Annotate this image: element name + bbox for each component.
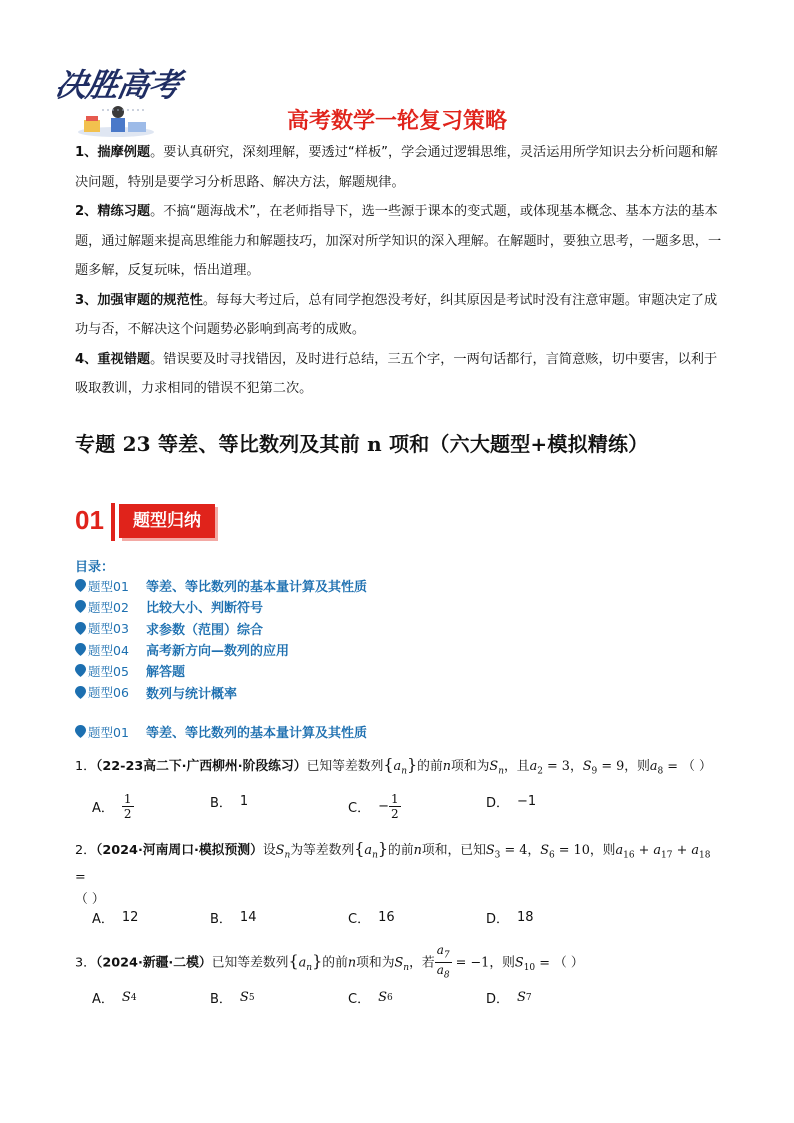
tip-item: 1、揣摩例题。要认真研究，深刻理解，要透过“样板”，学会通过逻辑思维，灵活运用所学知识去分析问题和解决问题，特别是要学习分析思路、解决方法，解题规律。 — [75, 145, 718, 190]
tip-item: 3、加强审题的规范性。每每大考过后，总有同学抱怨没考好，纠其原因是考试时没有注意审题。审题决定了成功与否，不解决这个问题势必影响到高考的成败。 — [75, 292, 718, 337]
map-pin-icon — [75, 622, 86, 635]
question-3: 3．（2024·新疆·二模）已知等差数列$\{a_n\}$的前n项和为$S_n$，若 $\frac{a_7}{a_8}$ = −1，则$S_{10}$ = （ ） — [75, 943, 584, 981]
option-a[interactable]: A． S 4 — [92, 990, 137, 1007]
toc-item[interactable]: 题型06 数列与统计概率 — [75, 681, 675, 702]
table-of-contents — [75, 575, 675, 703]
question-2: 2．（2024·河南周口·模拟预测）设$S_n$为等差数列$\{a_n\}$的前n项和，已知$S_3 = 4$，$S_6 = 10$，则$a_{16} + a_{17} + a_{18}$ = （ ） — [75, 839, 711, 907]
option-d[interactable]: D． −1 — [486, 794, 537, 811]
toc-item[interactable]: 题型05 解答题 — [75, 660, 675, 681]
map-pin-icon — [75, 643, 86, 656]
question-section-heading: 题型01 等差、等比数列的基本量计算及其性质 — [75, 722, 367, 741]
map-pin-icon — [75, 686, 86, 699]
option-d[interactable]: D． 18 — [486, 910, 534, 927]
page-title: 高考数学一轮复习策略 — [286, 109, 507, 134]
option-a[interactable]: A． $\frac{1}{2}$ — [92, 792, 132, 821]
toc-item[interactable]: 题型04 高考新方向—数列的应用 — [75, 639, 675, 660]
option-d[interactable]: D． S 7 — [486, 990, 532, 1007]
map-pin-icon — [75, 664, 86, 677]
section-divider — [111, 503, 115, 541]
option-b[interactable]: B． 1 — [210, 794, 249, 811]
option-c[interactable]: C． 16 — [348, 910, 395, 927]
topic-title: 专题 23 等差、等比数列及其前 n 项和（六大题型+模拟精练） — [75, 432, 649, 456]
question-3-options — [92, 988, 692, 1018]
tip-item: 4、重视错题。错误要及时寻找错因，及时进行总结，三五个字，一两句话都行，言简意赅，切中要害，以利于吸取教训，力求相同的错误不犯第二次。 — [75, 351, 718, 396]
toc-heading: 目录： — [75, 560, 115, 575]
strategy-tips — [75, 138, 725, 404]
map-pin-icon — [75, 725, 86, 738]
option-c[interactable]: C． − $\frac{1}{2}$ — [348, 792, 399, 821]
question-2-options — [92, 908, 692, 938]
option-b[interactable]: B． 14 — [210, 910, 257, 927]
option-a[interactable]: A． 12 — [92, 910, 139, 927]
section-number: 01 — [75, 505, 104, 535]
toc-item[interactable]: 题型02 比较大小、判断符号 — [75, 596, 675, 617]
question-1: 1．（22-23高二下·广西柳州·阶段练习）已知等差数列$\{a_n\}$的前n项和为$S_n$，且$a_2 = 3$，$S_9 = 9$，则$a_8$ = （ ） — [75, 755, 712, 777]
toc-item[interactable]: 题型03 求参数（范围）综合 — [75, 618, 675, 639]
logo-text: 决胜高考 — [52, 66, 184, 104]
tip-item: 2、精练习题。不搞“题海战术”，在老师指导下，选一些源于课本的变式题，或体现基本概念、基本方法的基本题，通过解题来提高思维能力和解题技巧，加深对所学知识的深入理解。在解题时，要独立思考，一题多思，一题多解，反复玩味，悟出道理。 — [75, 204, 722, 278]
toc-item[interactable]: 题型01 等差、等比数列的基本量计算及其性质 — [75, 575, 675, 596]
question-1-options — [92, 792, 692, 822]
option-c[interactable]: C． S 6 — [348, 990, 393, 1007]
map-pin-icon — [75, 579, 86, 592]
option-b[interactable]: B． S 5 — [210, 990, 255, 1007]
map-pin-icon — [75, 600, 86, 613]
section-label: 题型归纳 — [119, 504, 215, 538]
